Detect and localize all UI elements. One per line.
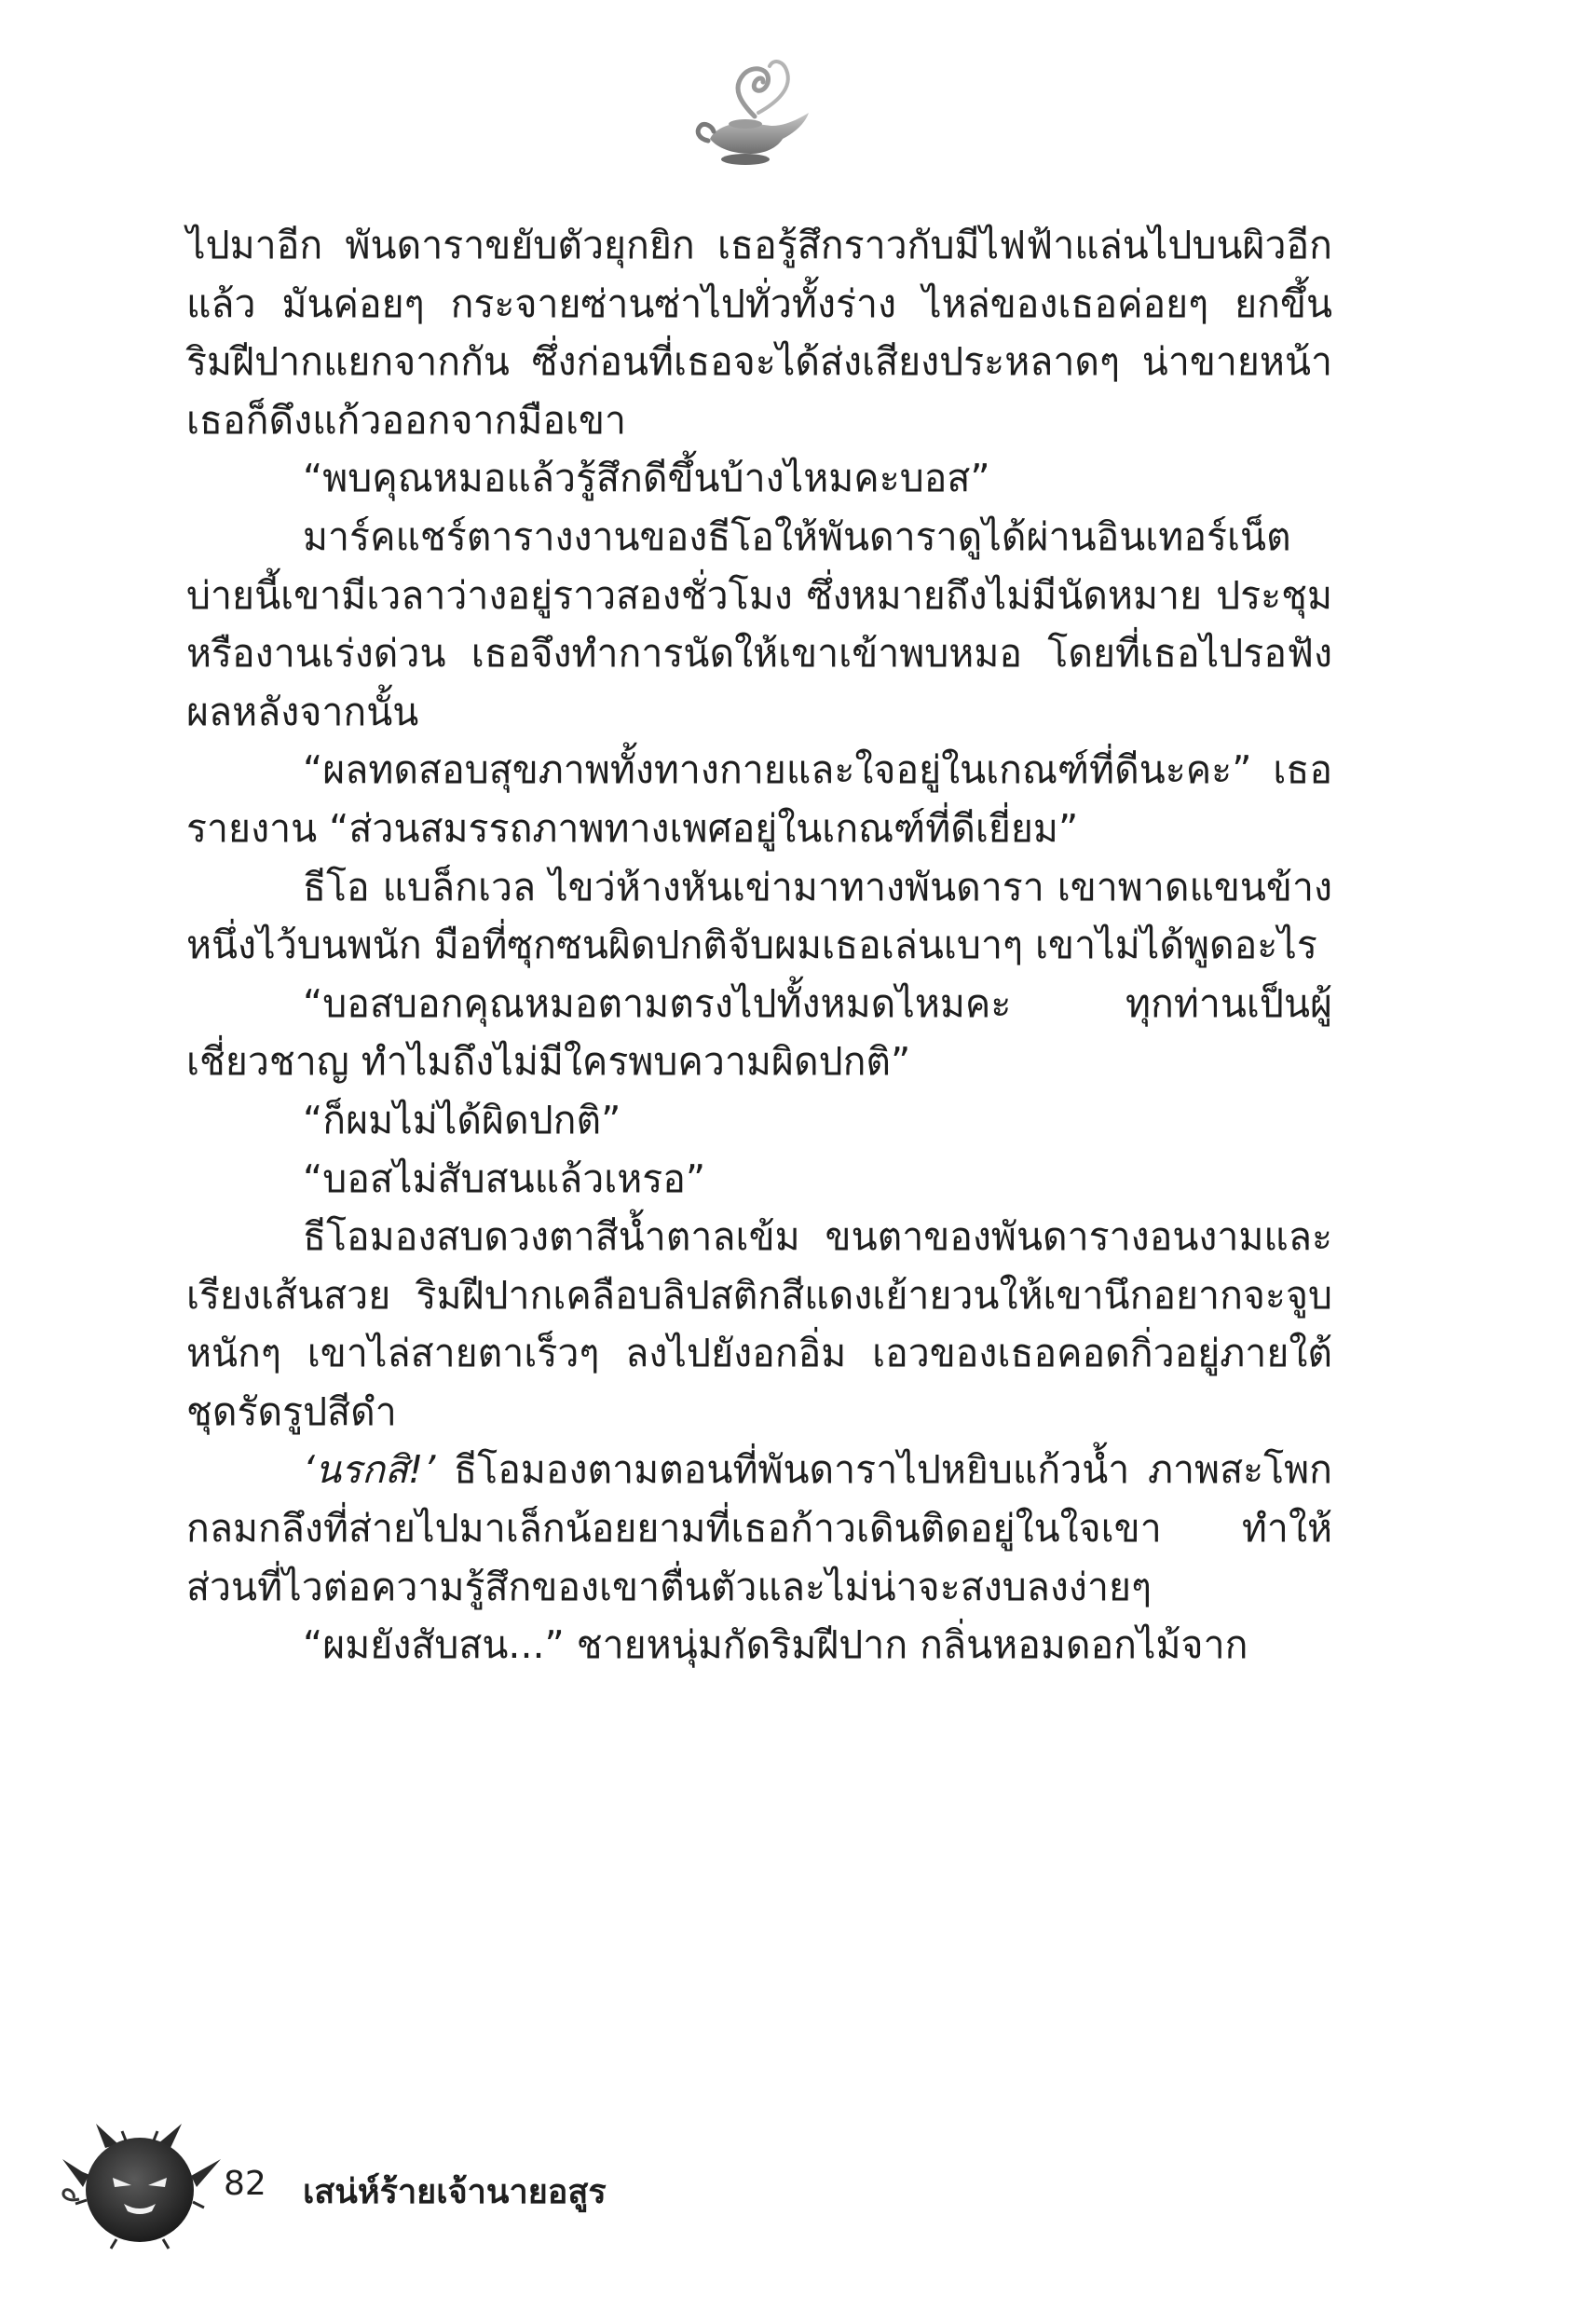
- paragraph: ธีโอมองสบดวงตาสีน้ำตาลเข้ม ขนตาของพันดารางอนงามและเรียงเส้นสวย ริมฝีปากเคลือบลิปสติกสีแดงเย้ายวนให้เขานึกอยากจะจูบหนักๆ เขาไล่สายตาเร็วๆ ลงไปยังอกอิ่ม เอวของเธอคอดกิ่วอยู่ภายใต้ชุดรัดรูปสีดำ: [186, 1214, 1332, 1434]
- paragraph: มาร์คแชร์ตารางงานของธีโอให้พันดาราดูได้ผ่านอินเทอร์เน็ต บ่ายนี้เขามีเวลาว่างอยู่ราวสองชั่วโมง ซึ่งหมายถึงไม่มีนัดหมาย ประชุม หรืองานเร่งด่วน เธอจึงทำการนัดให้เขาเข้าพบหมอ โดยที่เธอไปรอฟังผลหลังจากนั้น: [186, 513, 1332, 734]
- paragraph: “บอสบอกคุณหมอตามตรงไปทั้งหมดไหมคะ ทุกท่านเป็นผู้เชี่ยวชาญ ทำไมถึงไม่มีใครพบความผิดปกติ”: [186, 980, 1332, 1085]
- page-footer: [51, 2111, 703, 2250]
- paragraph: “ผมยังสับสน...” ชายหนุ่มกัดริมฝีปาก กลิ่นหอมดอกไม้จาก: [303, 1622, 1248, 1668]
- emphasis-text: ‘นรกสิ!’: [303, 1447, 436, 1493]
- genie-lamp-icon: [689, 51, 820, 172]
- paragraph: ไปมาอีก พันดาราขยับตัวยุกยิก เธอรู้สึกราวกับมีไฟฟ้าแล่นไปบนผิวอีกแล้ว มันค่อยๆ กระจายซ่านซ่าไปทั่วทั้งร่าง ไหล่ของเธอค่อยๆ ยกขึ้น ริมฝีปากแยกจากกัน ซึ่งก่อนที่เธอจะได้ส่งเสียงประหลาดๆ น่าขายหน้า เธอก็ดึงแก้วออกจากมือเขา: [186, 223, 1332, 443]
- page-number: 82: [224, 2165, 266, 2203]
- paragraph: “ก็ผมไม่ได้ผิดปกติ”: [303, 1097, 621, 1142]
- paragraph: ธีโอ แบล็กเวล ไขว่ห้างหันเข่ามาทางพันดารา เขาพาดแขนข้างหนึ่งไว้บนพนัก มือที่ซุกซนผิดปกติจับผมเธอเล่นเบาๆ เขาไม่ได้พูดอะไร: [186, 864, 1332, 968]
- paragraph: “ผลทดสอบสุขภาพทั้งทางกายและใจอยู่ในเกณฑ์ที่ดีนะคะ” เธอรายงาน “ส่วนสมรรถภาพทางเพศอยู่ในเกณฑ์ที่ดีเยี่ยม”: [186, 747, 1332, 851]
- book-title: เสน่ห์ร้ายเจ้านายอสูร: [303, 2173, 607, 2211]
- body-text: [186, 216, 1332, 1675]
- paragraph-text: ธีโอมองตามตอนที่พันดาราไปหยิบแก้วน้ำ ภาพสะโพกกลมกลึงที่ส่ายไปมาเล็กน้อยยามที่เธอก้าวเดินติดอยู่ในใจเขา ทำให้ส่วนที่ไวต่อความรู้สึกของเขาตื่นตัวและไม่น่าจะสงบลงง่ายๆ: [186, 1447, 1332, 1609]
- paragraph: [186, 1441, 1332, 1616]
- furry-monster-icon: [51, 2111, 238, 2250]
- paragraph: “บอสไม่สับสนแล้วเหรอ”: [303, 1156, 706, 1201]
- paragraph: “พบคุณหมอแล้วรู้สึกดีขึ้นบ้างไหมคะบอส”: [303, 456, 990, 501]
